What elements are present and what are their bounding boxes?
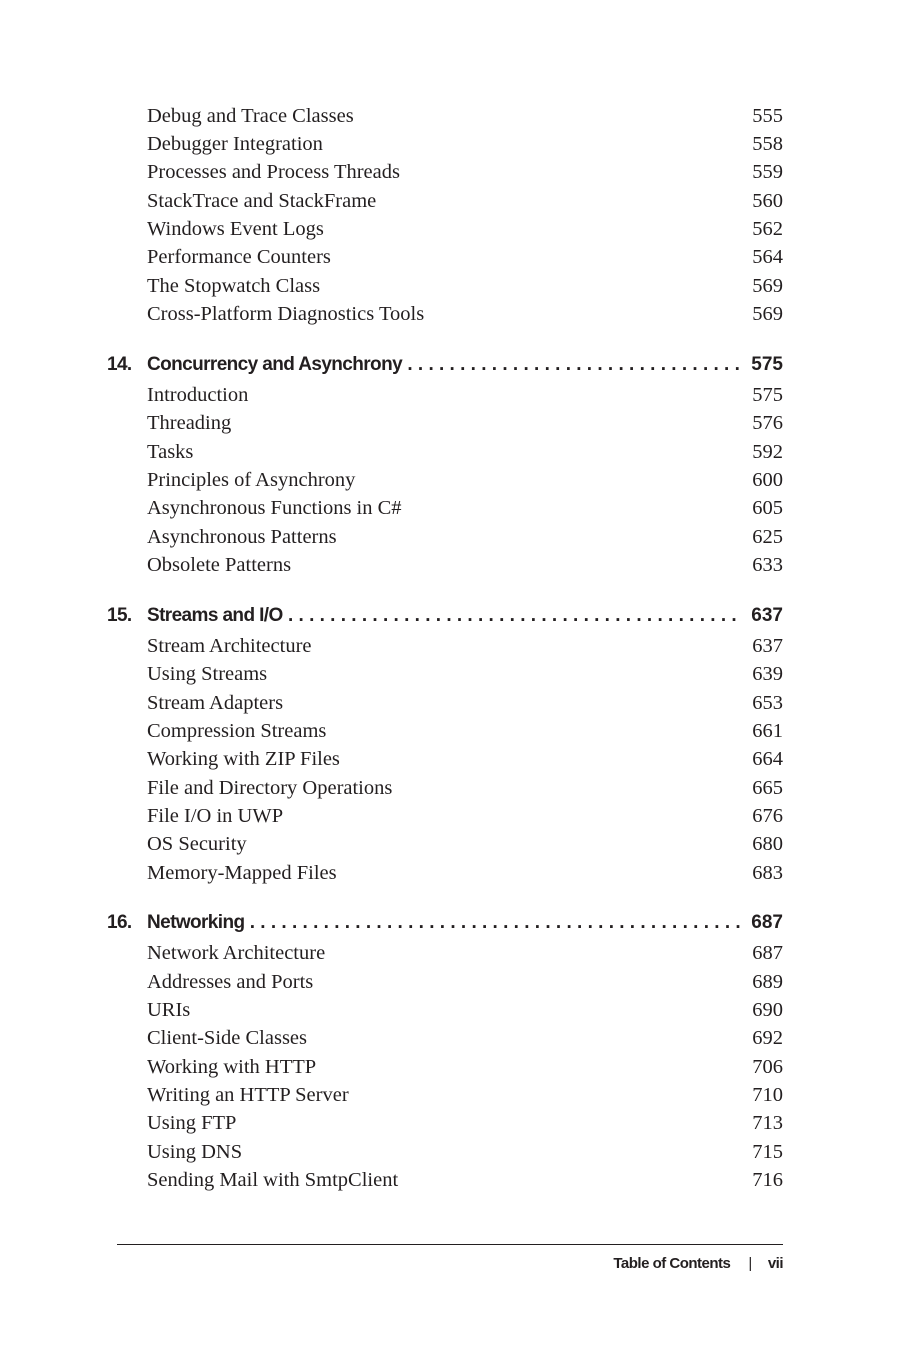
toc-entry-title: Tasks <box>147 441 194 463</box>
chapter-leader <box>147 908 743 938</box>
toc-entry-title: Sending Mail with SmtpClient <box>147 1169 399 1191</box>
chapter-page: 575 <box>751 354 783 375</box>
chapter-number: 15. <box>107 605 132 626</box>
toc-entry[interactable] <box>147 802 783 830</box>
toc-entry-page: 555 <box>752 105 783 127</box>
toc-entry[interactable] <box>147 187 783 215</box>
toc-entry[interactable] <box>147 1166 783 1194</box>
toc-entry-page: 689 <box>752 971 783 993</box>
toc-entry-title: File and Directory Operations <box>147 777 393 799</box>
toc-entry-title: Debugger Integration <box>147 133 323 155</box>
toc-entry-page: 661 <box>752 720 783 742</box>
chapter-leader <box>147 350 743 380</box>
chapter-title: Networking <box>147 912 245 933</box>
toc-entry-title: Performance Counters <box>147 246 331 268</box>
toc-entry[interactable] <box>147 1081 783 1109</box>
toc-entry[interactable] <box>147 1024 783 1052</box>
toc-entry[interactable] <box>147 466 783 494</box>
toc-chapter-heading[interactable] <box>107 601 783 631</box>
toc-entry-title: Using FTP <box>147 1112 237 1134</box>
toc-entry[interactable] <box>147 551 783 579</box>
toc-chapter-heading[interactable] <box>107 908 783 938</box>
toc-entry-title: Writing an HTTP Server <box>147 1084 349 1106</box>
chapter-page: 637 <box>751 605 783 626</box>
toc-entry-page: 558 <box>752 133 783 155</box>
toc-entry-title: Compression Streams <box>147 720 327 742</box>
running-footer <box>613 1252 783 1276</box>
toc-entry[interactable] <box>147 632 783 660</box>
toc-entry[interactable] <box>147 717 783 745</box>
toc-entry-title: OS Security <box>147 833 247 855</box>
chapter-number: 14. <box>107 354 132 375</box>
footer-label: Table of Contents <box>613 1255 731 1272</box>
footer-divider <box>117 1244 783 1245</box>
toc-entry[interactable] <box>147 1053 783 1081</box>
toc-entry-page: 653 <box>752 692 783 714</box>
chapter-page: 687 <box>751 912 783 933</box>
toc-entry-page: 569 <box>752 303 783 325</box>
toc-entry-page: 562 <box>752 218 783 240</box>
toc-entry[interactable] <box>147 272 783 300</box>
toc-entry-page: 569 <box>752 275 783 297</box>
toc-entry-title: Working with HTTP <box>147 1056 317 1078</box>
toc-entry-page: 559 <box>752 161 783 183</box>
toc-entry-title: Threading <box>147 412 232 434</box>
toc-entry-title: Cross-Platform Diagnostics Tools <box>147 303 425 325</box>
toc-entry[interactable] <box>147 102 783 130</box>
toc-entry[interactable] <box>147 523 783 551</box>
toc-entry-title: Working with ZIP Files <box>147 748 340 770</box>
toc-entry[interactable] <box>147 300 783 328</box>
footer-separator: | <box>748 1255 752 1272</box>
toc-entry[interactable] <box>147 158 783 186</box>
toc-entry-page: 710 <box>752 1084 783 1106</box>
chapter-leader <box>147 601 743 631</box>
toc-entry-page: 664 <box>752 748 783 770</box>
toc-entry[interactable] <box>147 1138 783 1166</box>
toc-entry-page: 575 <box>752 384 783 406</box>
toc-entry[interactable] <box>147 939 783 967</box>
toc-entry[interactable] <box>147 774 783 802</box>
toc-entry[interactable] <box>147 689 783 717</box>
toc-entry[interactable] <box>147 1109 783 1137</box>
toc-entry-page: 716 <box>752 1169 783 1191</box>
toc-entry[interactable] <box>147 494 783 522</box>
toc-entry-page: 633 <box>752 554 783 576</box>
toc-entry-page: 639 <box>752 663 783 685</box>
toc-entry-title: StackTrace and StackFrame <box>147 190 377 212</box>
toc-entry[interactable] <box>147 409 783 437</box>
toc-entry-page: 637 <box>752 635 783 657</box>
toc-entry-title: Principles of Asynchrony <box>147 469 356 491</box>
toc-entry-title: Stream Adapters <box>147 692 284 714</box>
toc-entry-page: 692 <box>752 1027 783 1049</box>
toc-entry-page: 683 <box>752 862 783 884</box>
toc-entry-page: 713 <box>752 1112 783 1134</box>
toc-entry-page: 706 <box>752 1056 783 1078</box>
toc-entry-title: The Stopwatch Class <box>147 275 321 297</box>
chapter-title: Streams and I/O <box>147 605 283 626</box>
toc-entry-title: Processes and Process Threads <box>147 161 400 183</box>
toc-entry-page: 690 <box>752 999 783 1021</box>
toc-entry-page: 625 <box>752 526 783 548</box>
toc-entry[interactable] <box>147 859 783 887</box>
toc-entry[interactable] <box>147 968 783 996</box>
toc-entry-page: 665 <box>752 777 783 799</box>
toc-entry-title: Asynchronous Functions in C# <box>147 497 402 519</box>
toc-entry-title: Obsolete Patterns <box>147 554 292 576</box>
toc-entry-title: Client-Side Classes <box>147 1027 308 1049</box>
toc-entry-page: 687 <box>752 942 783 964</box>
toc-entry-page: 560 <box>752 190 783 212</box>
toc-entry-title: Introduction <box>147 384 249 406</box>
toc-entry-title: File I/O in UWP <box>147 805 284 827</box>
toc-entry[interactable] <box>147 660 783 688</box>
toc-entry-page: 592 <box>752 441 783 463</box>
toc-entry-title: Using Streams <box>147 663 268 685</box>
toc-entry-title: Using DNS <box>147 1141 243 1163</box>
toc-entry[interactable] <box>147 215 783 243</box>
toc-entry-title: Addresses and Ports <box>147 971 314 993</box>
toc-entry-page: 676 <box>752 805 783 827</box>
toc-entry-page: 680 <box>752 833 783 855</box>
toc-entry[interactable] <box>147 243 783 271</box>
toc-chapter-heading[interactable] <box>107 350 783 380</box>
toc-entry-title: Memory-Mapped Files <box>147 862 337 884</box>
toc-entry-title: Windows Event Logs <box>147 218 324 240</box>
footer-page-number: vii <box>767 1255 783 1272</box>
toc-entry-page: 600 <box>752 469 783 491</box>
toc-entry[interactable] <box>147 830 783 858</box>
toc-entry-title: URIs <box>147 999 191 1021</box>
toc-entry-page: 605 <box>752 497 783 519</box>
toc-entry-page: 576 <box>752 412 783 434</box>
toc-entry[interactable] <box>147 381 783 409</box>
toc-entry-title: Network Architecture <box>147 942 326 964</box>
toc-entry-title: Debug and Trace Classes <box>147 105 354 127</box>
chapter-title: Concurrency and Asynchrony <box>147 354 403 375</box>
toc-entry-title: Stream Architecture <box>147 635 312 657</box>
toc-entry[interactable] <box>147 130 783 158</box>
toc-entry[interactable] <box>147 745 783 773</box>
toc-entry-page: 564 <box>752 246 783 268</box>
chapter-number: 16. <box>107 912 132 933</box>
toc-entry-page: 715 <box>752 1141 783 1163</box>
toc-entry[interactable] <box>147 996 783 1024</box>
toc-entry[interactable] <box>147 438 783 466</box>
toc-entry-title: Asynchronous Patterns <box>147 526 337 548</box>
